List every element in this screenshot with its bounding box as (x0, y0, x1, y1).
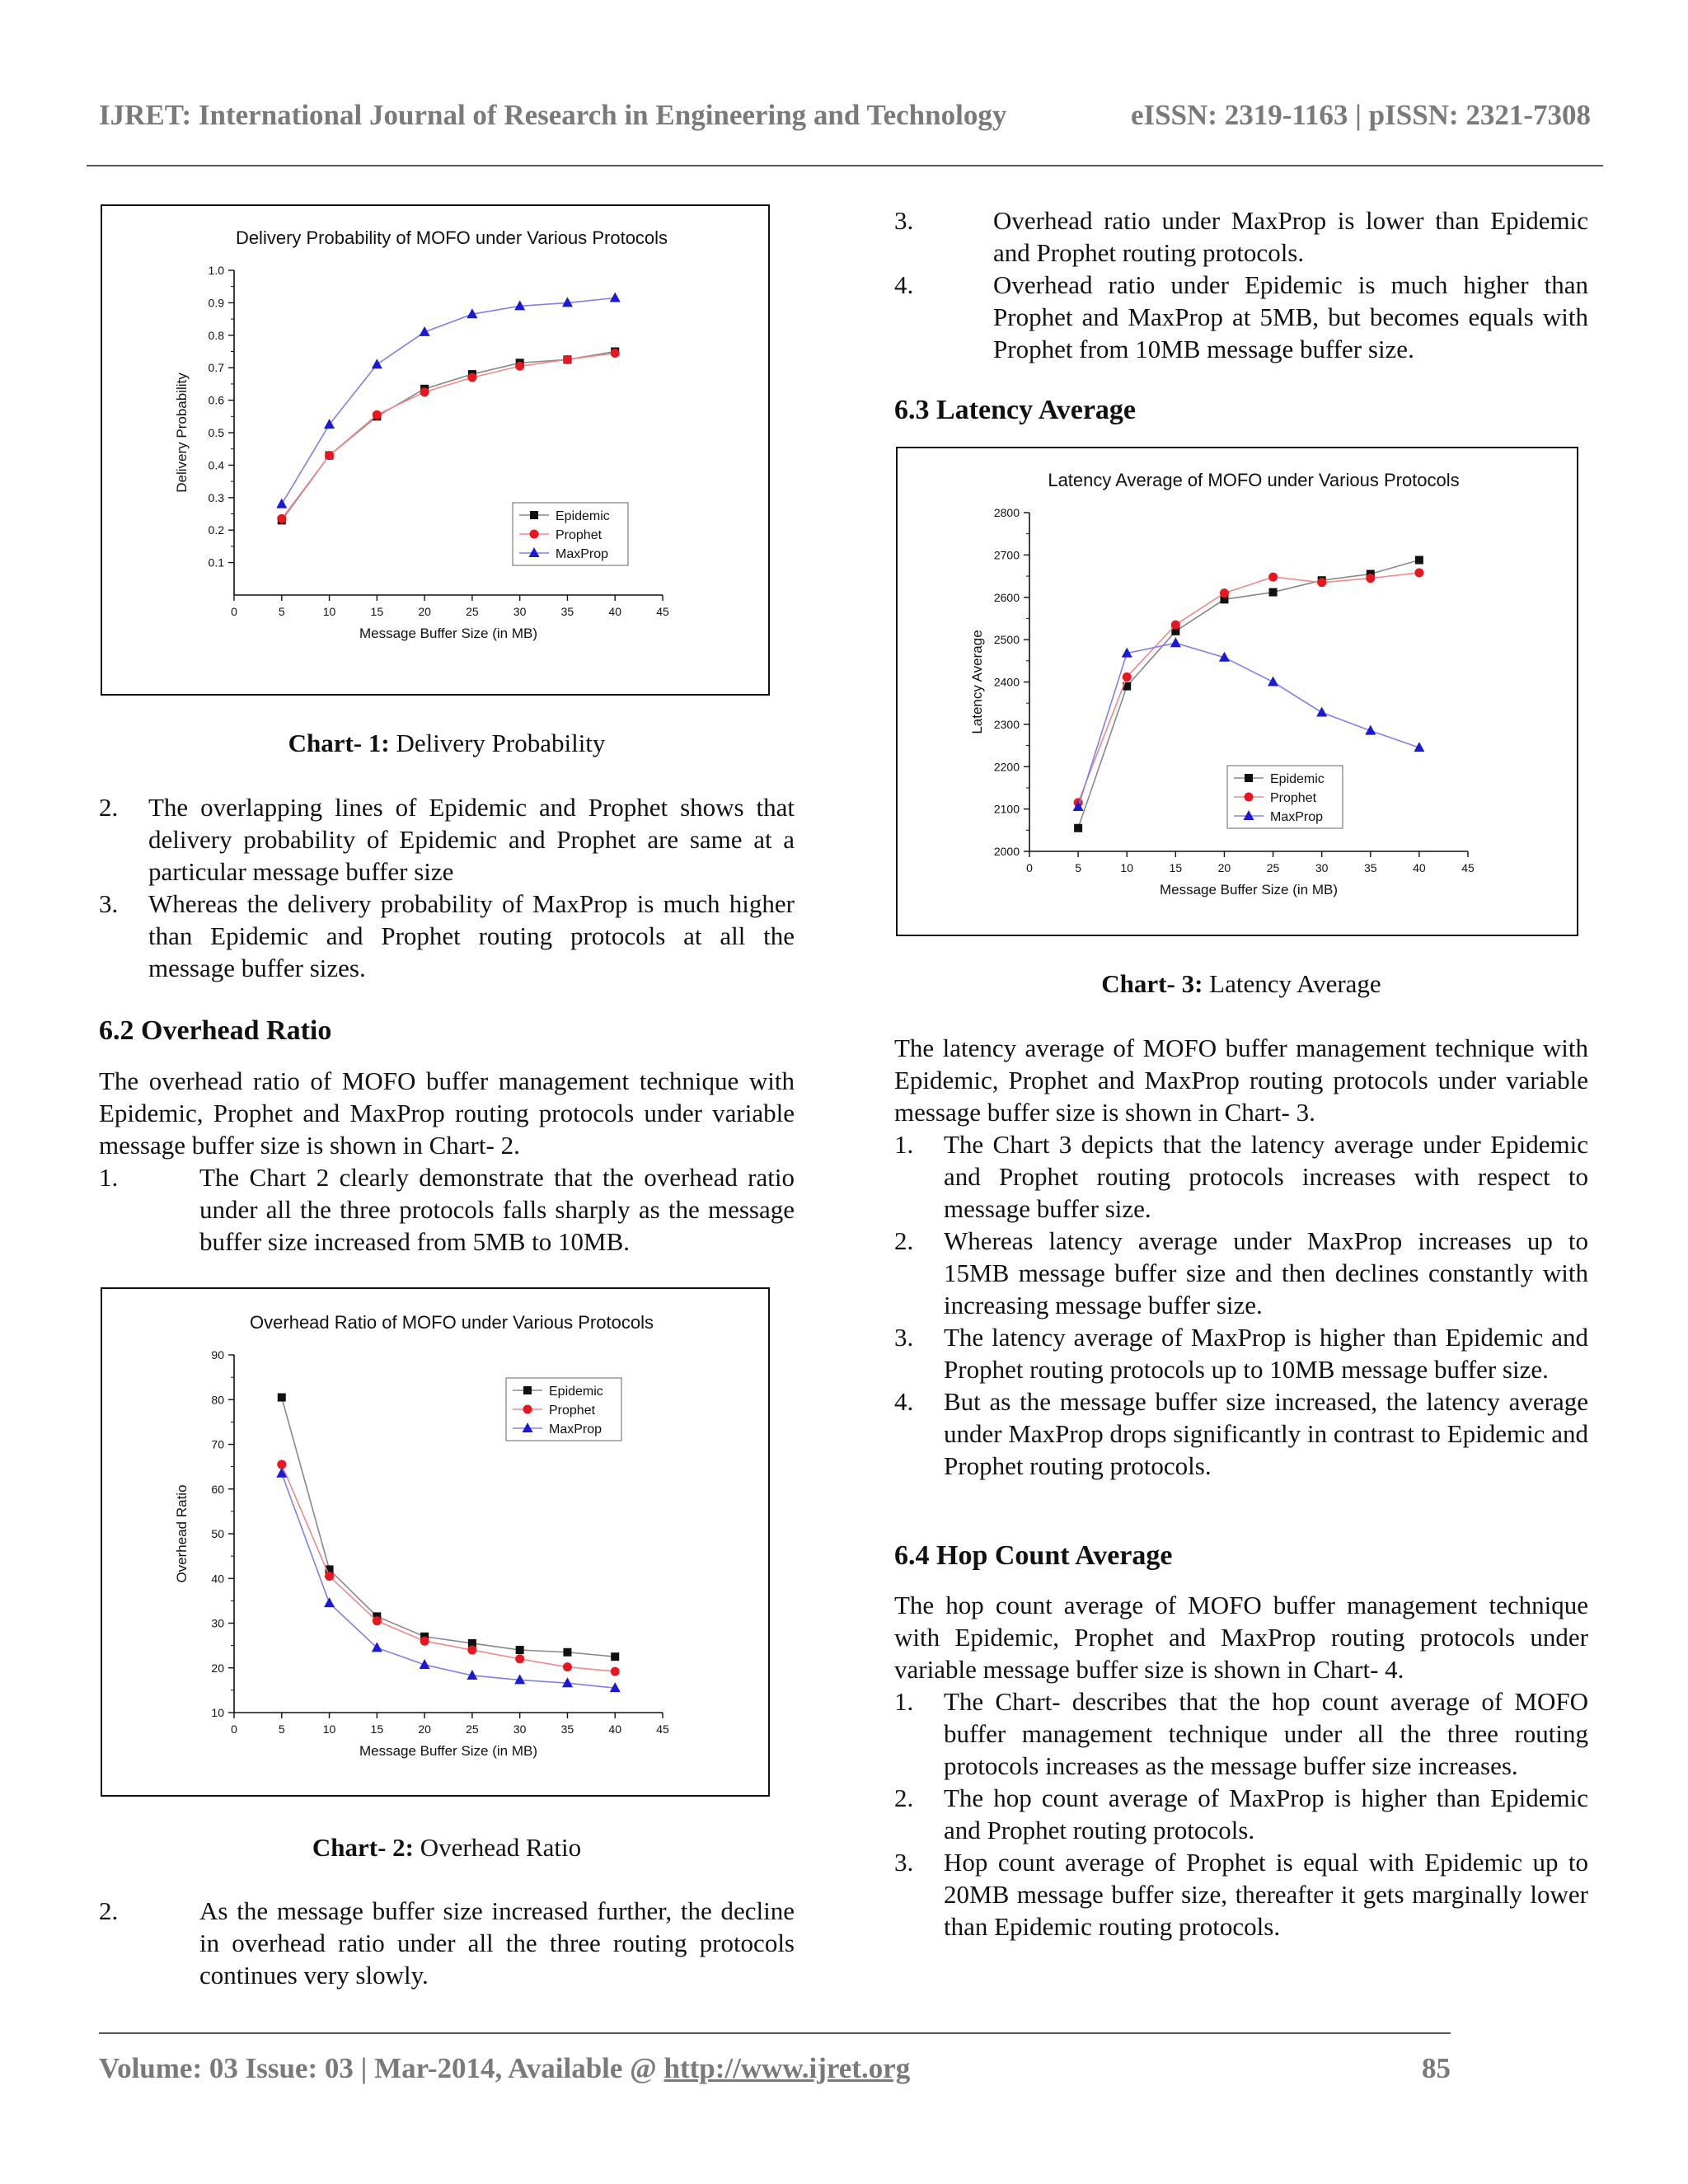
list-number: 3. (99, 889, 119, 918)
legend-marker-prophet (530, 530, 539, 539)
y-tick-label: 70 (211, 1437, 224, 1451)
list-text: Whereas the delivery probability of MaxProp is much higher than Epidemic and Prophet routing protocols at all the message buffer sizes. (148, 889, 795, 982)
list-text: The Chart 2 clearly demonstrate that the overhead ratio under all the three protocols falls sharply as the message buffer size increased from 5MB to 10MB. (199, 1163, 795, 1256)
y-tick-label: 2700 (993, 548, 1020, 562)
chart-title: Latency Average of MOFO under Various Protocols (1048, 470, 1460, 490)
x-tick-label: 45 (1461, 861, 1475, 874)
list-number: 2. (99, 793, 119, 822)
x-axis-label: Message Buffer Size (in MB) (1159, 882, 1339, 898)
list-item (894, 204, 1588, 269)
data-point-epidemic (1415, 556, 1423, 565)
data-point-epidemic (563, 1648, 571, 1657)
data-point-prophet (1317, 578, 1326, 587)
legend-label: Prophet (549, 1404, 596, 1418)
list-item (99, 1895, 795, 1991)
journal-issn: eISSN: 2319-1163 | pISSN: 2321-7308 (1130, 99, 1591, 131)
list-number: 4. (894, 1387, 914, 1416)
x-tick-label: 40 (1413, 861, 1426, 874)
x-tick-label: 15 (370, 1722, 384, 1736)
section-6-4-body (894, 1589, 1588, 1943)
data-point-prophet (420, 387, 429, 396)
legend-marker-epidemic (1245, 774, 1253, 782)
data-point-prophet (1123, 673, 1132, 682)
y-tick-label: 2500 (993, 633, 1020, 647)
x-tick-label: 20 (418, 605, 431, 618)
y-tick-label: 2400 (993, 675, 1020, 689)
list-item (894, 1685, 1588, 1782)
list-text: The latency average of MaxProp is higher than Epidemic and Prophet routing protocols up to 10MB message buffer size. (944, 1323, 1588, 1384)
section-heading: 6.2 Overhead Ratio (99, 1015, 332, 1046)
x-tick-label: 0 (1026, 861, 1033, 874)
x-tick-label: 0 (231, 1722, 237, 1736)
data-point-epidemic (611, 1652, 619, 1661)
list-text: As the message buffer size increased further, the decline in overhead ratio under all the three routing protocols continues very slowly. (199, 1896, 795, 1990)
legend-marker-epidemic (523, 1386, 532, 1394)
data-point-maxprop (324, 1597, 335, 1607)
legend-label: Prophet (556, 528, 603, 542)
y-tick-label: 2100 (993, 802, 1020, 816)
y-tick-label: 10 (211, 1706, 224, 1719)
data-point-prophet (467, 373, 476, 382)
legend-label: MaxProp (556, 547, 609, 561)
legend-label: MaxProp (549, 1422, 603, 1436)
series-line-maxprop (282, 298, 615, 504)
journal-title: IJRET: International Journal of Research in Engineering and Technology (99, 99, 1007, 131)
y-tick-label: 0.4 (208, 458, 224, 472)
data-point-prophet (420, 1637, 429, 1646)
list-text: The Chart 3 depicts that the latency average under Epidemic and Prophet routing protocols increases with respect to message buffer size. (944, 1130, 1588, 1223)
x-tick-label: 45 (656, 605, 669, 618)
legend-marker-prophet (1245, 793, 1254, 802)
x-tick-label: 10 (322, 605, 336, 618)
footer-volume (99, 2052, 910, 2085)
y-axis-label: Latency Average (969, 630, 985, 734)
x-tick-label: 35 (560, 605, 574, 618)
legend-label: Epidemic (556, 509, 610, 523)
x-tick-label: 15 (1169, 861, 1183, 874)
x-tick-label: 30 (513, 1722, 527, 1736)
list-number: 2. (894, 1226, 914, 1255)
legend-marker-epidemic (530, 511, 538, 519)
y-tick-label: 0.2 (208, 523, 224, 537)
list-number: 1. (894, 1687, 914, 1716)
chart2-svg (102, 1289, 768, 1795)
y-tick-label: 0.8 (208, 328, 224, 342)
data-point-prophet (277, 514, 286, 523)
list-item (99, 791, 795, 888)
section-6-2 (99, 1015, 795, 1047)
y-tick-label: 1.0 (208, 264, 224, 277)
list-number: 2. (894, 1783, 914, 1812)
chart3-frame (896, 447, 1578, 936)
list-text: Overhead ratio under Epidemic is much higher than Prophet and MaxProp at 5MB, but becomes equals with Prophet from 10MB message buffer size. (993, 270, 1588, 363)
list-number: 3. (894, 206, 914, 235)
x-axis-label: Message Buffer Size (in MB) (359, 626, 538, 641)
x-tick-label: 40 (608, 1722, 622, 1736)
x-tick-label: 10 (1120, 861, 1134, 874)
list-number: 1. (894, 1130, 914, 1159)
x-axis-label: Message Buffer Size (in MB) (359, 1743, 538, 1759)
x-tick-label: 25 (466, 1722, 479, 1736)
data-point-prophet (1268, 573, 1278, 582)
data-point-prophet (1220, 588, 1229, 598)
x-tick-label: 30 (513, 605, 527, 618)
x-tick-label: 25 (466, 605, 479, 618)
data-point-prophet (373, 410, 382, 419)
data-point-prophet (515, 1654, 524, 1663)
data-point-maxprop (1170, 637, 1181, 647)
y-tick-label: 30 (211, 1616, 224, 1630)
data-point-prophet (1171, 621, 1180, 630)
section-heading: 6.4 Hop Count Average (894, 1540, 1173, 1571)
right-items-a (894, 204, 1588, 365)
legend-label: Epidemic (1270, 772, 1325, 786)
y-tick-label: 2800 (993, 506, 1020, 519)
paragraph: The overhead ratio of MOFO buffer management technique with Epidemic, Prophet and MaxProp routing protocols under variable message buffer size is shown in Chart- 2. (99, 1066, 795, 1160)
y-tick-label: 60 (211, 1482, 224, 1496)
y-tick-label: 2300 (993, 717, 1020, 731)
legend-label: MaxProp (1270, 810, 1324, 824)
chart1-caption-text: Delivery Probability (389, 729, 606, 757)
y-tick-label: 2000 (993, 845, 1020, 858)
x-tick-label: 45 (656, 1722, 669, 1736)
data-point-epidemic (1074, 824, 1082, 832)
data-point-prophet (611, 1667, 620, 1676)
y-tick-label: 40 (211, 1572, 224, 1586)
list-text: Whereas latency average under MaxProp increases up to 15MB message buffer size and then declines constantly with increasing message buffer size. (944, 1226, 1588, 1319)
list-item (894, 1321, 1588, 1385)
section-6-2-body (99, 1065, 795, 1258)
y-tick-label: 0.5 (208, 426, 224, 439)
x-tick-label: 5 (278, 605, 285, 618)
paragraph: The hop count average of MOFO buffer management technique with Epidemic, Prophet and MaxProp routing protocols under variable message buffer size is shown in Chart- 4. (894, 1591, 1588, 1684)
chart3-caption-text: Latency Average (1203, 969, 1381, 998)
list-number: 3. (894, 1848, 914, 1877)
data-point-epidemic (516, 1646, 524, 1654)
list-number: 3. (894, 1323, 914, 1352)
left-items-c (99, 1895, 795, 1991)
legend-label: Epidemic (549, 1385, 603, 1399)
header-divider (87, 165, 1603, 166)
series-line-prophet (282, 353, 615, 518)
data-point-prophet (1366, 574, 1375, 583)
data-point-prophet (1414, 568, 1423, 577)
list-item (894, 1385, 1588, 1482)
chart3-caption-label: Chart- 3: (1101, 969, 1203, 998)
page-footer (99, 2052, 1451, 2085)
section-heading: 6.3 Latency Average (894, 395, 1137, 425)
legend-label: Prophet (1270, 791, 1317, 805)
footer-divider (99, 2032, 1451, 2034)
list-number: 2. (99, 1896, 119, 1925)
list-text: Hop count average of Prophet is equal with Epidemic up to 20MB message buffer size, thereafter it gets marginally lower than Epidemic routing protocols. (944, 1848, 1588, 1941)
x-tick-label: 40 (608, 605, 622, 618)
chart1-svg (102, 206, 768, 694)
x-tick-label: 20 (418, 1722, 431, 1736)
chart2-caption-text: Overhead Ratio (413, 1833, 582, 1862)
chart2-caption (99, 1831, 795, 1863)
data-point-prophet (325, 451, 334, 460)
y-tick-label: 2600 (993, 590, 1020, 604)
data-point-prophet (563, 355, 572, 364)
data-point-prophet (515, 362, 524, 371)
x-tick-label: 30 (1315, 861, 1329, 874)
chart2-caption-label: Chart- 2: (312, 1833, 414, 1862)
list-item (894, 269, 1588, 365)
data-point-epidemic (278, 1394, 286, 1402)
list-text: But as the message buffer size increased, the latency average under MaxProp drops significantly in contrast to Epidemic and Prophet routing protocols. (944, 1387, 1588, 1480)
chart-title: Overhead Ratio of MOFO under Various Protocols (250, 1312, 654, 1333)
y-tick-label: 0.7 (208, 361, 224, 375)
data-point-prophet (467, 1646, 476, 1655)
list-item (99, 1161, 795, 1258)
y-tick-label: 0.3 (208, 490, 224, 504)
y-tick-label: 90 (211, 1348, 224, 1361)
data-point-prophet (563, 1662, 572, 1671)
list-text: The overlapping lines of Epidemic and Prophet shows that delivery probability of Epidemic and Prophet are same at a particular message buffer size (148, 793, 795, 886)
data-point-prophet (611, 349, 620, 358)
list-item (894, 1128, 1588, 1225)
y-tick-label: 50 (211, 1527, 224, 1540)
y-tick-label: 2200 (993, 760, 1020, 774)
chart1-caption (99, 727, 795, 759)
chart3-svg (898, 448, 1577, 935)
chart1-frame (101, 204, 770, 696)
list-item (894, 1846, 1588, 1943)
x-tick-label: 5 (1075, 861, 1082, 874)
list-item (894, 1782, 1588, 1846)
x-tick-label: 20 (1217, 861, 1231, 874)
chart3-caption (894, 968, 1588, 1000)
list-number: 4. (894, 270, 914, 299)
footer-volume-text: Volume: 03 Issue: 03 | Mar-2014, Available @ (99, 2052, 664, 2084)
list-text: Overhead ratio under MaxProp is lower than Epidemic and Prophet routing protocols. (993, 206, 1588, 267)
x-tick-label: 10 (322, 1722, 336, 1736)
list-item (894, 1225, 1588, 1321)
list-text: The hop count average of MaxProp is higher than Epidemic and Prophet routing protocols. (944, 1783, 1588, 1844)
data-point-maxprop (372, 359, 382, 368)
x-tick-label: 25 (1266, 861, 1280, 874)
x-tick-label: 5 (278, 1722, 285, 1736)
list-number: 1. (99, 1163, 119, 1192)
chart1-caption-label: Chart- 1: (288, 729, 390, 757)
y-axis-label: Overhead Ratio (174, 1484, 190, 1583)
y-tick-label: 0.1 (208, 555, 224, 569)
y-axis-label: Delivery Probability (174, 373, 190, 493)
data-point-maxprop (610, 292, 621, 302)
series-line-epidemic (282, 352, 615, 521)
data-point-prophet (373, 1616, 382, 1625)
footer-url-link[interactable]: http://www.ijret.org (663, 2052, 911, 2084)
y-tick-label: 20 (211, 1661, 224, 1675)
legend-marker-prophet (523, 1405, 532, 1414)
page-header (99, 99, 1591, 132)
x-tick-label: 15 (370, 605, 384, 618)
list-text: The Chart- describes that the hop count average of MOFO buffer management technique under all the three routing protocols increases as the message buffer size increases. (944, 1687, 1588, 1780)
list-item (99, 888, 795, 984)
section-6-4 (894, 1540, 1588, 1572)
section-6-3 (894, 394, 1588, 427)
paragraph: The latency average of MOFO buffer management technique with Epidemic, Prophet and MaxProp routing protocols under variable message buffer size is shown in Chart- 3. (894, 1033, 1588, 1127)
chart2-frame (101, 1287, 770, 1797)
section-6-3-body (894, 1032, 1588, 1482)
y-tick-label: 0.6 (208, 393, 224, 407)
data-point-maxprop (1316, 706, 1327, 716)
x-tick-label: 35 (560, 1722, 574, 1736)
data-point-maxprop (1268, 677, 1278, 687)
data-point-maxprop (276, 499, 287, 509)
data-point-prophet (277, 1460, 286, 1469)
chart-title: Delivery Probability of MOFO under Various Protocols (235, 227, 668, 248)
x-tick-label: 35 (1363, 861, 1377, 874)
data-point-epidemic (1269, 588, 1278, 597)
page-number: 85 (1422, 2052, 1451, 2084)
left-items-a (99, 791, 795, 984)
x-tick-label: 0 (231, 605, 237, 618)
y-tick-label: 80 (211, 1393, 224, 1407)
y-tick-label: 0.9 (208, 296, 224, 310)
data-point-prophet (325, 1572, 334, 1581)
